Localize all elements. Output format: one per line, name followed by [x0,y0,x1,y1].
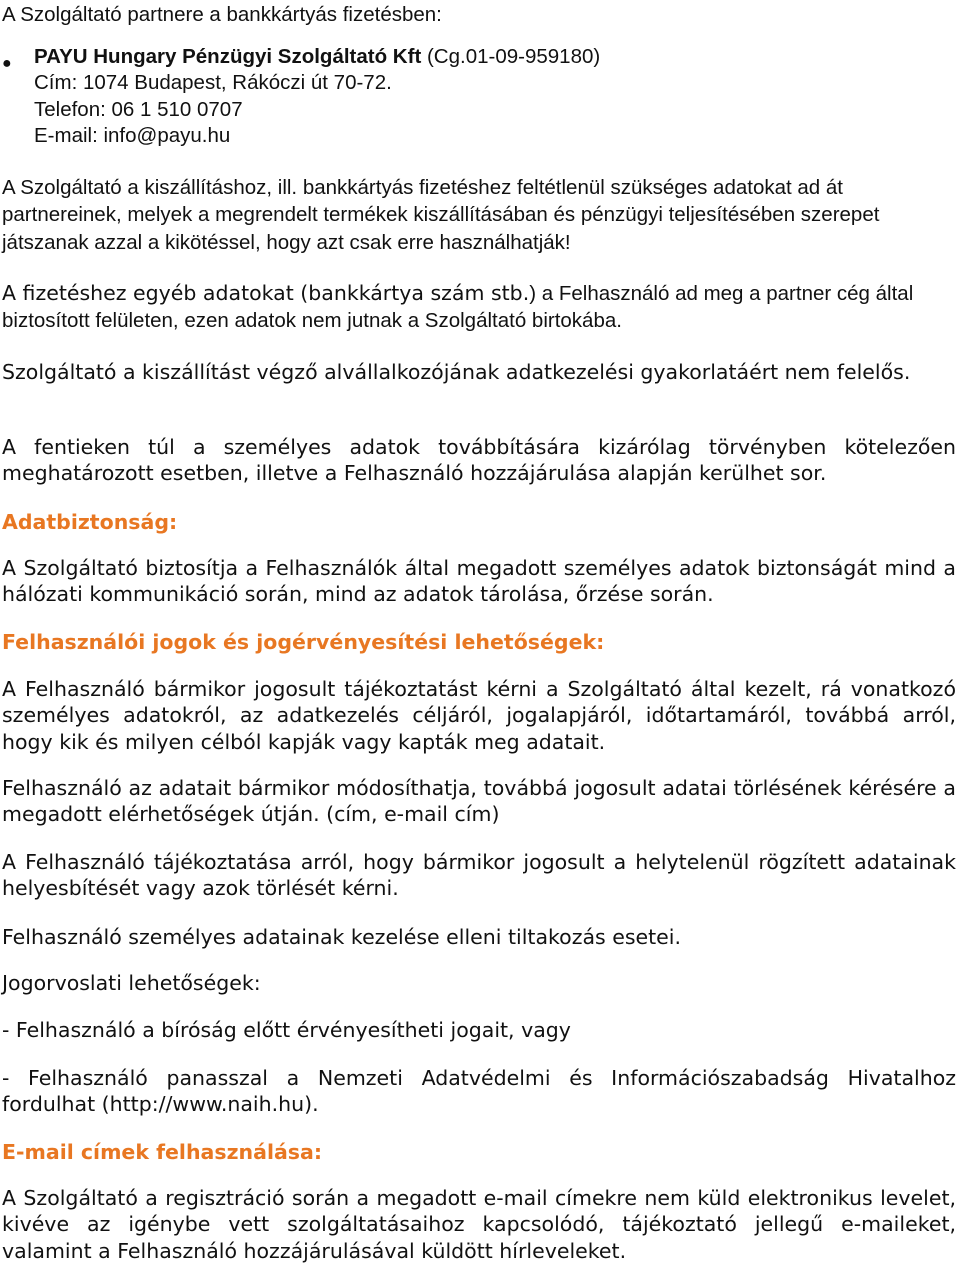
paragraph-forwarding: A fentieken túl a személyes adatok továbbítására kizárólag törvényben kötelezően meghatározott esetben, illetve a Felhasználó hozzájárulása alapján kerülhet sor. [2,435,956,486]
partner-name-line [34,44,934,70]
paragraph-card-data-rest: ) a Felhasználó ad meg a partner cég által biztosított felületen, ezen adatok nem jutnak a Szolgáltató birtokába. [2,282,914,333]
paragraph-email-usage: A Szolgáltató a regisztráció során a megadott e-mail címekre nem küld elektronikus levelet, kivéve az igénybe vett szolgáltatásaihoz kapcsolódó, tájékoztató jellegű e-maileket, valamint a Felhasználó hozzájárulásával küldött hírleveleket. [2,1186,956,1263]
paragraph-information-request: A Felhasználó bármikor jogosult tájékoztatást kérni a Szolgáltató által kezelt, rá vonatkozó személyes adatokról, az adatkezelés céljáról, jogalapjáról, időtartamáról, továbbá arról, hogy kik és milyen célból kapják vagy kapták meg adatait. [2,677,956,754]
paragraph-modification: Felhasználó az adatait bármikor módosíthatja, továbbá jogosult adatai törlésének kérésére a megadott elérhetőségek útján. (cím, e-mail cím) [2,776,956,827]
paragraph-court: - Felhasználó a bíróság előtt érvényesítheti jogait, vagy [2,1018,571,1042]
heading-user-rights: Felhasználói jogok és jogérvényesítési lehetőségek: [2,630,605,654]
partner-email: E-mail: info@payu.hu [34,123,231,147]
paragraph-subcontractor: Szolgáltató a kiszállítást végző alvállalkozójának adatkezelési gyakorlatáért nem felelős. [2,360,911,384]
paragraph-authority: - Felhasználó panasszal a Nemzeti Adatvédelmi és Információszabadság Hivatalhoz fordulhat (http://www.naih.hu). [2,1066,956,1117]
paragraph-transfer-start: A Szolgáltató a kiszállításhoz, ill. [2,176,303,199]
partner-phone: Telefon: 06 1 510 0707 [34,97,243,121]
bullet-icon: ● [2,55,12,72]
heading-email-usage: E-mail címek felhasználása: [2,1140,323,1164]
partner-heading: A Szolgáltató partnere a bankkártyás fizetésben: [2,3,442,26]
paragraph-remedies: Jogorvoslati lehetőségek: [2,971,261,995]
paragraph-security: A Szolgáltató biztosítja a Felhasználók által megadott személyes adatok biztonságát mind a hálózati kommunikáció során, mind az adatok tárolása, őrzése során. [2,556,956,607]
paragraph-card-data-start: A fizetéshez egyéb adatokat (bankkártya szám stb. [2,281,530,305]
partner-details [34,44,934,149]
paragraph-objection: Felhasználó személyes adatainak kezelése elleni tiltakozás esetei. [2,925,681,949]
paragraph-transfer-rest: bankkártyás fizetéshez feltétlenül szükséges adatokat ad át partnereinek, melyek a megrendelt termékek kiszállításában és pénzügyi teljesítésében szerepet játszanak azzal a kikötéssel, hogy azt csak erre használhatják! [2,176,880,254]
partner-address: Cím: 1074 Budapest, Rákóczi út 70-72. [34,71,392,95]
paragraph-transfer [2,174,956,256]
partner-name: PAYU Hungary Pénzügyi Szolgáltató Kft [34,45,422,68]
partner-reg: (Cg.01-09-959180) [421,45,601,68]
heading-security: Adatbiztonság: [2,510,178,534]
paragraph-card-data [2,280,956,335]
paragraph-correction: A Felhasználó tájékoztatása arról, hogy bármikor jogosult a helytelenül rögzített adatainak helyesbítését vagy azok törlését kérni. [2,850,956,901]
